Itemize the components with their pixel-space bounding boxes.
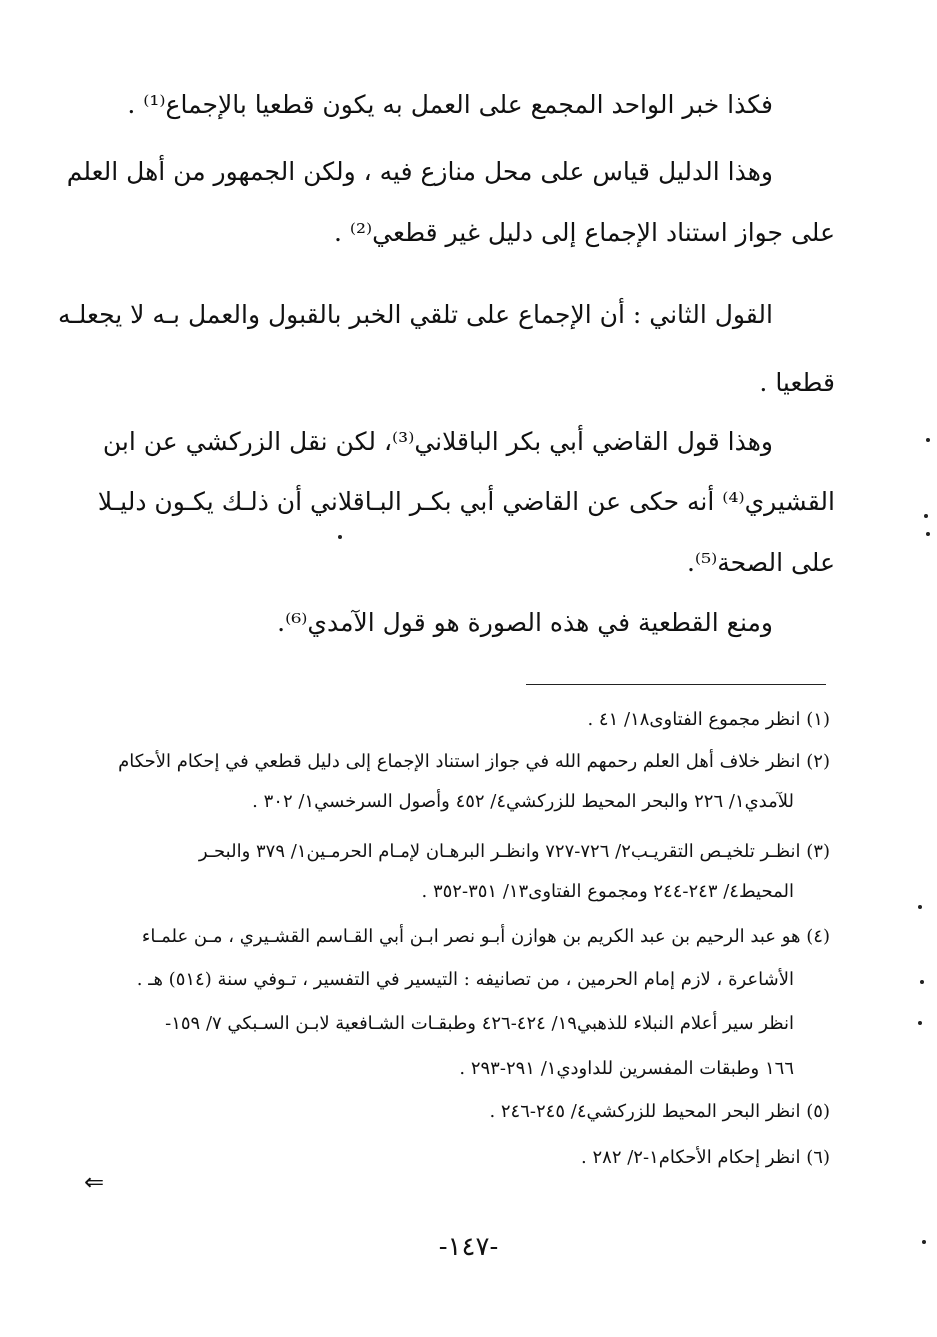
paragraph-line: ومنع القطعية في هذه الصورة هو قول الآمدي⁽⁶⁾. (277, 608, 773, 637)
continue-arrow-icon: ⇐ (84, 1168, 105, 1196)
paragraph-line: قطعيا . (759, 368, 835, 397)
scan-speck (926, 532, 930, 536)
footnote-line: للآمدي١/ ٢٢٦ والبحر المحيط للزركشي٤/ ٤٥٢ وأصول السرخسي١/ ٣٠٢ . (252, 791, 794, 812)
paragraph-line: فكذا خبر الواحد المجمع على العمل به يكون قطعيا بالإجماع⁽¹⁾ . (127, 90, 773, 119)
footnote-line: (٢) انظر خلاف أهل العلم رحمهم الله في جواز استناد الإجماع إلى دليل قطعي في إحكام الأحكام (118, 751, 830, 772)
footnote-line: (٣) انظـر تلخيـص التقريـب٢/ ٧٢٦-٧٢٧ وانظـر البرهـان لإمـام الحرمـين١/ ٣٧٩ والبحـر (198, 841, 830, 862)
scan-speck (920, 980, 924, 984)
scan-speck (338, 535, 342, 539)
footnote-line: (٦) انظر إحكام الأحكام١-٢/ ٢٨٢ . (581, 1147, 830, 1168)
scan-speck (926, 438, 930, 442)
scan-speck (922, 1240, 926, 1244)
footnote-line: الأشاعرة ، لازم إمام الحرمين ، من تصانيفه : التيسير في التفسير ، تـوفي سنة (٥١٤) هـ . (136, 969, 794, 990)
page-number: -١٤٧- (438, 1232, 499, 1262)
footnote-line: انظر سير أعلام النبلاء للذهبي١٩/ ٤٢٤-٤٢٦ وطبقـات الشـافعية لابـن السـبكي ٧/ ١٥٩- (165, 1013, 794, 1034)
footnote-line: (١) انظر مجموع الفتاوى١٨/ ٤١ . (587, 709, 830, 730)
paragraph-line: القشيري⁽⁴⁾ أنه حكى عن القاضي أبي بكـر البـاقلاني أن ذلـك يكـون دليـلا (97, 487, 835, 516)
footnote-line: (٥) انظر البحر المحيط للزركشي٤/ ٢٤٥-٢٤٦ . (489, 1101, 830, 1122)
paragraph-line: على جواز استناد الإجماع إلى دليل غير قطعي⁽²⁾ . (333, 218, 835, 247)
footnote-line: المحيط٤/ ٢٤٣-٢٤٤ ومجموع الفتاوى١٣/ ٣٥١-٣٥٢ . (421, 881, 794, 902)
paragraph-line: على الصحة⁽⁵⁾. (686, 548, 835, 577)
scan-speck (918, 1021, 922, 1025)
scan-speck (924, 514, 928, 518)
paragraph-line: وهذا الدليل قياس على محل منازع فيه ، ولكن الجمهور من أهل العلم (66, 157, 773, 186)
footnote-separator (526, 684, 826, 685)
paragraph-line: القول الثاني : أن الإجماع على تلقي الخبر بالقبول والعمل بـه لا يجعلـه (58, 300, 773, 329)
paragraph-line: وهذا قول القاضي أبي بكر الباقلاني⁽³⁾، لكن نقل الزركشي عن ابن (102, 427, 773, 456)
footnote-line: ١٦٦ وطبقات المفسرين للداودي١/ ٢٩١-٢٩٣ . (459, 1058, 794, 1079)
footnote-line: (٤) هو عبد الرحيم بن عبد الكريم بن هوازن أبـو نصر ابـن أبي القـاسم القشـيري ، مـن علمـاء (141, 926, 830, 947)
scan-speck (918, 905, 922, 909)
